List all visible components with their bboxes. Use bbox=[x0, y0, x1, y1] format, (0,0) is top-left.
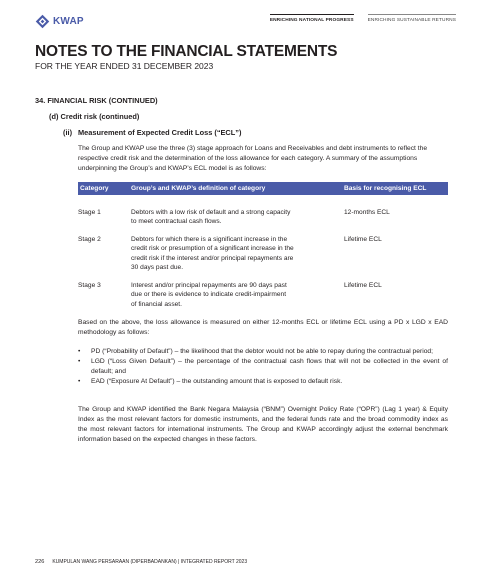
row-basis: 12-months ECL bbox=[344, 209, 390, 216]
pd-lgd-ead-list bbox=[78, 347, 448, 387]
row-definition: Debtors with a low risk of default and a strong capacity to meet contractual cash flows. bbox=[131, 209, 291, 226]
ecl-table bbox=[78, 182, 448, 308]
table-header-category: Category bbox=[80, 184, 109, 192]
subsubsection-number: (ii) bbox=[63, 128, 73, 137]
page-number: 226 bbox=[35, 559, 45, 565]
page-footer bbox=[35, 559, 247, 565]
row-definition: Interest and/or principal repayments are 90 days past due or there is evidence to indicate credit-impairment of financial asset. bbox=[131, 282, 287, 308]
table-header-basis: Basis for recognising ECL bbox=[344, 184, 427, 192]
subsubsection-heading: Measurement of Expected Credit Loss (“ECL”) bbox=[78, 128, 242, 137]
list-item-text: EAD (“Exposure At Default”) – the outstanding amount that is exposed to default risk. bbox=[91, 378, 343, 385]
table-row bbox=[78, 235, 448, 273]
tab-enriching-national-progress[interactable]: ENRICHING NATIONAL PROGRESS bbox=[270, 14, 354, 23]
kwap-logo-icon bbox=[35, 14, 50, 29]
list-item bbox=[78, 357, 448, 377]
row-category: Stage 2 bbox=[78, 236, 101, 243]
subsection-heading: (d) Credit risk (continued) bbox=[49, 112, 140, 121]
page-subtitle: FOR THE YEAR ENDED 31 DECEMBER 2023 bbox=[35, 61, 214, 71]
section-heading: 34. FINANCIAL RISK (CONTINUED) bbox=[35, 96, 158, 105]
header-tabs bbox=[270, 14, 456, 23]
table-row bbox=[78, 281, 448, 309]
bullet-icon: • bbox=[78, 378, 81, 385]
table-header-definition: Group’s and KWAP’s definition of category bbox=[131, 184, 266, 192]
intro-paragraph: The Group and KWAP use the three (3) stage approach for Loans and Receivables and debt instruments to reflect the respective credit risk and the determination of the loss allowance for each category. A summary of the assumptions underpinning the Group’s and KWAP’s ECL model is as follows: bbox=[78, 145, 428, 172]
table-row bbox=[78, 208, 448, 227]
logo-text: KWAP bbox=[53, 16, 84, 27]
row-basis: Lifetime ECL bbox=[344, 282, 382, 289]
row-category: Stage 1 bbox=[78, 209, 101, 216]
row-category: Stage 3 bbox=[78, 282, 101, 289]
row-basis: Lifetime ECL bbox=[344, 236, 382, 243]
list-item-text: PD (“Probability of Default”) – the likelihood that the debtor would not be able to repay during the contractual period; bbox=[91, 348, 434, 355]
tab-enriching-sustainable-returns[interactable]: ENRICHING SUSTAINABLE RETURNS bbox=[368, 14, 456, 23]
closing-paragraph: The Group and KWAP identified the Bank Negara Malaysia (“BNM”) Overnight Policy Rate (“OPR”) (Lag 1 year) & Equity Index as the most relevant factors for domestic instruments, and the federal funds rate and the broad commodity index as the most relevant factors for international instruments. The Group and KWAP accordingly adjust the external benchmark information based on the expected changes in these factors. bbox=[78, 406, 448, 443]
page-title: NOTES TO THE FINANCIAL STATEMENTS bbox=[35, 43, 338, 60]
bullet-icon: • bbox=[78, 348, 81, 355]
bullet-icon: • bbox=[78, 358, 81, 365]
table-header-row bbox=[78, 182, 448, 195]
methodology-paragraph: Based on the above, the loss allowance is measured on either 12-months ECL or lifetime ECL using a PD x LGD x EAD methodology as follows: bbox=[78, 319, 448, 336]
list-item-text: LGD (“Loss Given Default”) – the percentage of the contractual cash flows that will not be collected in the event of default; and bbox=[91, 358, 448, 375]
report-name: KUMPULAN WANG PERSARAAN (DIPERBADANKAN) | INTEGRATED REPORT 2023 bbox=[52, 559, 248, 565]
list-item bbox=[78, 377, 448, 387]
row-definition: Debtors for which there is a significant increase in the credit risk or presumption of a significant increase in the credit risk if the interest and/or principal repayments are 30 days past due. bbox=[131, 236, 294, 272]
kwap-logo bbox=[35, 14, 84, 29]
list-item bbox=[78, 347, 448, 357]
